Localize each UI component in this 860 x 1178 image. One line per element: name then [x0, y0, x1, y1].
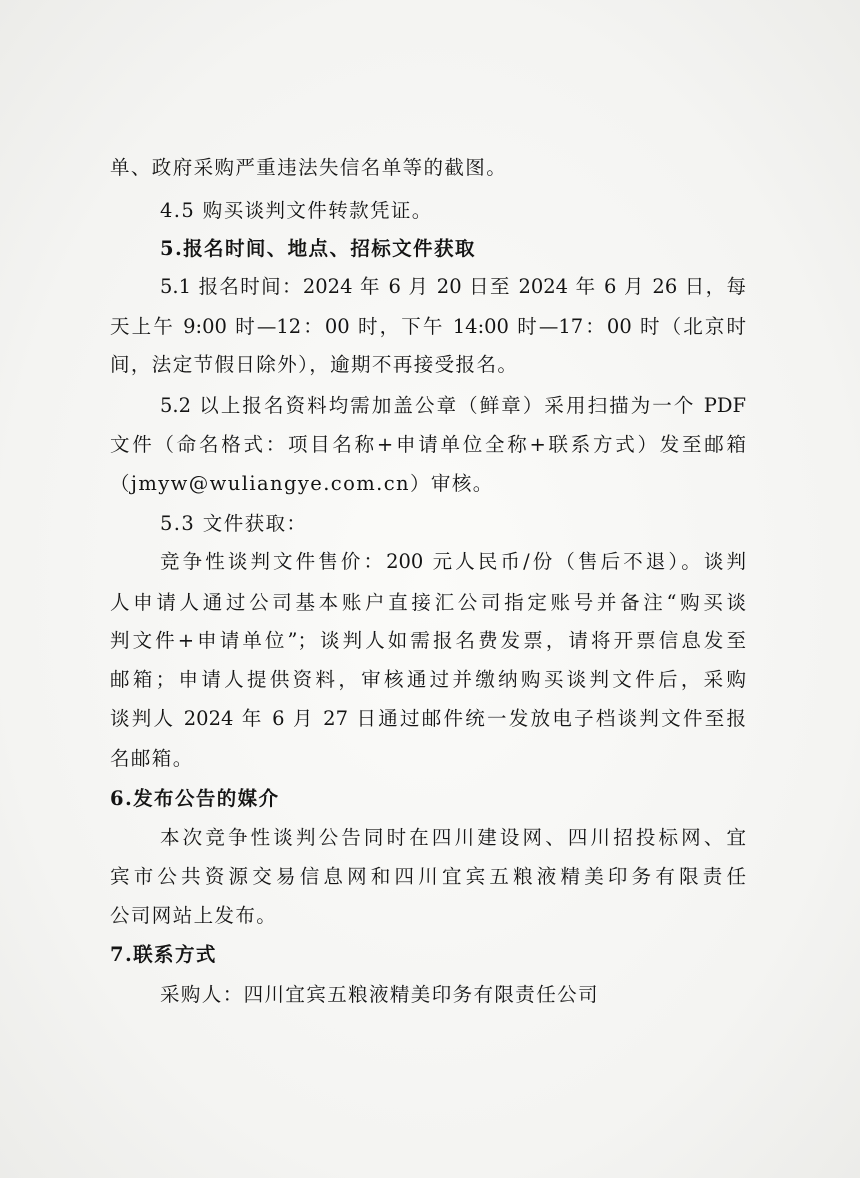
paragraph-line: 邮箱；申请人提供资料，审核通过并缴纳购买谈判文件后，采购 — [110, 668, 746, 691]
paragraph-line: 竞争性谈判文件售价：200 元人民币/份（售后不退）。谈判 — [160, 550, 746, 573]
paragraph-line: 间，法定节假日除外），逾期不再接受报名。 — [110, 353, 519, 376]
paragraph-line: 公司网站上发布。 — [110, 904, 278, 927]
paragraph-line: 本次竞争性谈判公告同时在四川建设网、四川招投标网、宜 — [160, 826, 746, 849]
paragraph-line: 5.1 报名时间：2024 年 6 月 20 日至 2024 年 6 月 26 日，每 — [160, 275, 746, 298]
section-heading-6: 6.发布公告的媒介 — [110, 787, 280, 810]
paragraph-line: 单、政府采购严重违法失信名单等的截图。 — [110, 156, 508, 179]
paragraph-line: 判文件+申请单位”；谈判人如需报名费发票，请将开票信息发至 — [110, 629, 746, 652]
paragraph-line: 5.3 文件获取： — [160, 512, 308, 535]
paragraph-line: 宾市公共资源交易信息网和四川宜宾五粮液精美印务有限责任 — [110, 865, 746, 888]
paragraph-line: 名邮箱。 — [110, 747, 194, 770]
paragraph-line: 天上午 9:00 时—12：00 时，下午 14:00 时—17：00 时（北京时 — [110, 315, 746, 338]
paragraph-line: 采购人：四川宜宾五粮液精美印务有限责任公司 — [160, 983, 599, 1006]
section-heading-7: 7.联系方式 — [110, 943, 217, 966]
paragraph-line: 谈判人 2024 年 6 月 27 日通过邮件统一发放电子档谈判文件至报 — [110, 707, 746, 730]
paragraph-line: 4.5 购买谈判文件转款凭证。 — [160, 199, 433, 222]
paragraph-line: 文件（命名格式：项目名称+申请单位全称+联系方式）发至邮箱 — [110, 433, 746, 456]
paragraph-line: 人申请人通过公司基本账户直接汇公司指定账号并备注“购买谈 — [110, 591, 746, 614]
paragraph-line: （jmyw@wuliangye.com.cn）审核。 — [110, 472, 494, 495]
paragraph-line: 5.2 以上报名资料均需加盖公章（鲜章）采用扫描为一个 PDF — [160, 394, 746, 417]
section-heading-5: 5.报名时间、地点、招标文件获取 — [160, 237, 476, 260]
